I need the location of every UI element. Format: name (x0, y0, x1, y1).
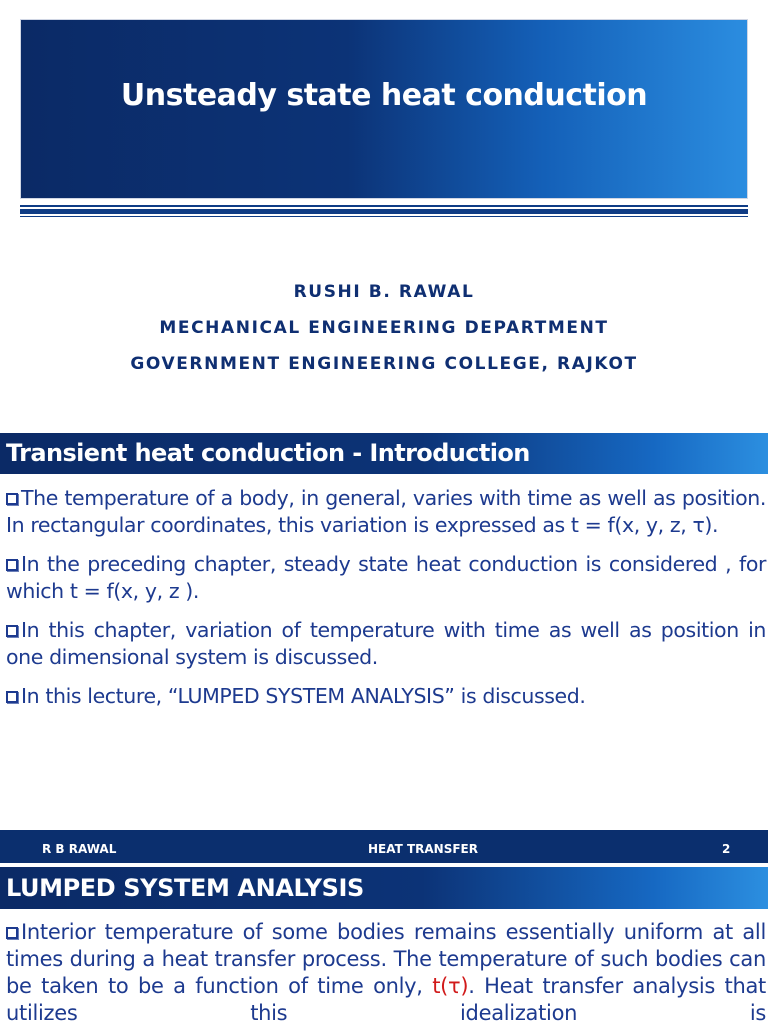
checkbox-square-icon (6, 691, 18, 703)
checkbox-square-icon (6, 625, 18, 637)
checkbox-square-icon (6, 927, 18, 939)
intro-slide (0, 433, 768, 863)
paragraph-text: . Heat transfer analysis that utilizes this idealization is (6, 974, 766, 1024)
bullet-item (6, 919, 766, 1024)
slide-heading: Transient heat conduction - Introduction (0, 433, 768, 474)
bullet-list (6, 485, 766, 722)
divider-line (20, 216, 748, 217)
footer-course: HEAT TRANSFER (368, 842, 478, 856)
divider-line (20, 205, 748, 207)
checkbox-square-icon (6, 559, 18, 571)
college-name: GOVERNMENT ENGINEERING COLLEGE, RAJKOT (130, 354, 638, 374)
checkbox-square-icon (6, 493, 18, 505)
divider-line-thick (20, 209, 748, 214)
paragraph-text: Interior temperature of some bodies remains essentially uniform at all times during a heat transfer process. The temperature of such bodies can be taken to be a function of time only, (6, 920, 766, 998)
bullet-item: In this chapter, variation of temperature with time as well as position in one dimensional system is discussed. (6, 618, 766, 669)
footer-author: R B RAWAL (42, 842, 117, 856)
bullet-item: In this lecture, “LUMPED SYSTEM ANALYSIS” is discussed. (6, 683, 766, 710)
author-block (0, 279, 768, 387)
lumped-slide (0, 863, 768, 1024)
author-name: RUSHI B. RAWAL (293, 282, 475, 302)
slide-footer (0, 830, 768, 863)
department-name: MECHANICAL ENGINEERING DEPARTMENT (159, 318, 609, 338)
bullet-item: The temperature of a body, in general, varies with time as well as position. In rectangular coordinates, this variation is expressed as t = f(x, y, z, τ). (6, 486, 766, 537)
highlight-text: t(τ) (432, 974, 469, 998)
title-slide (0, 0, 768, 420)
bullet-item: In the preceding chapter, steady state heat conduction is considered , for which t = f(x, y, z ). (6, 552, 766, 603)
presentation-title: Unsteady state heat conduction (120, 77, 648, 113)
slide-heading: LUMPED SYSTEM ANALYSIS (0, 867, 768, 909)
title-banner (20, 19, 748, 199)
page-number: 2 (722, 842, 731, 856)
